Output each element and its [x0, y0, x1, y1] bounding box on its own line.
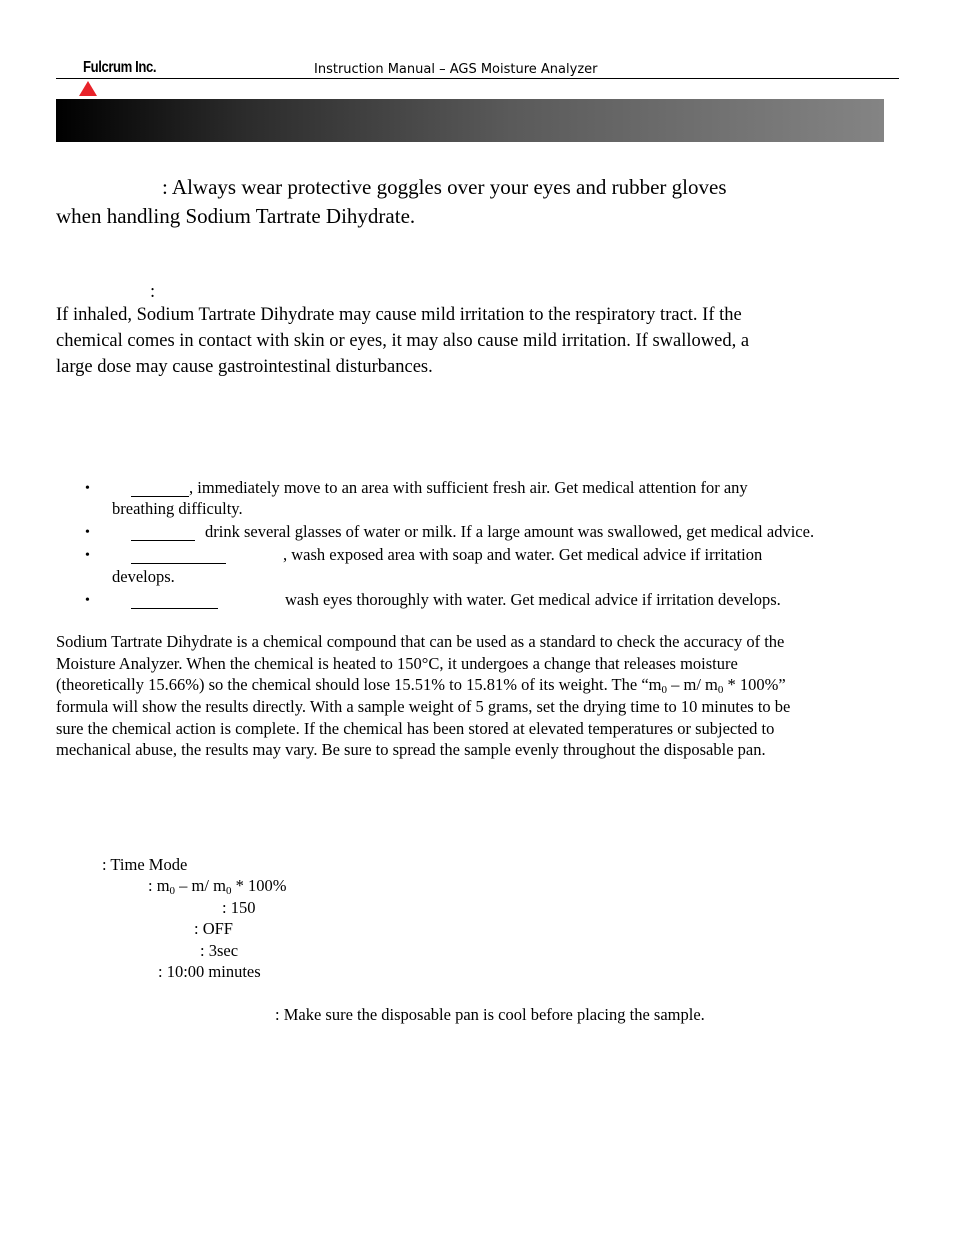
- first-aid-text: wash eyes thoroughly with water. Get medical advice if irritation develops.: [285, 590, 781, 609]
- setting-temperature: : 150: [222, 898, 256, 917]
- hazards-colon: :: [150, 282, 156, 302]
- description-line: Moisture Analyzer. When the chemical is heated to 150°C, it undergoes a change that releases moisture: [56, 654, 738, 673]
- hazards-line-1: If inhaled, Sodium Tartrate Dihydrate may cause mild irritation to the respiratory tract. If the: [56, 305, 742, 325]
- description-line: sure the chemical action is complete. If the chemical has been stored at elevated temperatures or subjected to: [56, 719, 775, 738]
- first-aid-text: , wash exposed area with soap and water. Get medical advice if irritation: [283, 545, 763, 564]
- bullet-icon: •: [85, 548, 90, 563]
- first-aid-text-cont: breathing difficulty.: [112, 499, 243, 518]
- bullet-icon: •: [85, 481, 90, 496]
- hazards-line-2: chemical comes in contact with skin or eyes, it may also cause mild irritation. If swallowed, a: [56, 331, 750, 351]
- description-line: (theoretically 15.66%) so the chemical should lose 15.51% to 15.81% of its weight. The “$m_0 - m/$ $m_0 * 100\%$”: [56, 675, 786, 696]
- note-text: : Make sure the disposable pan is cool before placing the sample.: [275, 1005, 705, 1024]
- setting-mode: : Time Mode: [102, 855, 188, 874]
- setting-formula: : $m_0 - m/$ $m_0 * 100\%$: [148, 876, 287, 897]
- description-line: formula will show the results directly. With a sample weight of 5 grams, set the drying time to 10 minutes to be: [56, 697, 791, 716]
- manual-title: Instruction Manual – AGS Moisture Analyzer: [314, 62, 598, 77]
- company-logo: Fulcrum Inc.: [83, 59, 157, 76]
- setting-interval: : 3sec: [200, 941, 239, 960]
- label-blank: [131, 594, 218, 609]
- setting-option: : OFF: [194, 919, 233, 938]
- header-divider: [56, 78, 899, 79]
- description-line: mechanical abuse, the results may vary. Be sure to spread the sample evenly throughout the disposable pan.: [56, 740, 766, 759]
- label-blank: [131, 482, 189, 497]
- first-aid-text-cont: develops.: [112, 567, 175, 586]
- logo-triangle-icon: [79, 81, 97, 96]
- warning-line-1: : Always wear protective goggles over your eyes and rubber gloves: [162, 175, 727, 199]
- hazards-line-3: large dose may cause gastrointestinal disturbances.: [56, 357, 433, 377]
- bullet-icon: •: [85, 593, 90, 608]
- description-line: Sodium Tartrate Dihydrate is a chemical compound that can be used as a standard to check the accuracy of the: [56, 632, 785, 651]
- setting-time: : 10:00 minutes: [158, 962, 261, 981]
- bullet-icon: •: [85, 525, 90, 540]
- first-aid-text: , immediately move to an area with sufficient fresh air. Get medical attention for any: [189, 478, 748, 497]
- first-aid-text: drink several glasses of water or milk. If a large amount was swallowed, get medical advice.: [205, 522, 815, 541]
- label-blank: [131, 526, 195, 541]
- section-banner: [56, 99, 884, 142]
- warning-line-2: when handling Sodium Tartrate Dihydrate.: [56, 204, 416, 228]
- label-blank: [131, 549, 226, 564]
